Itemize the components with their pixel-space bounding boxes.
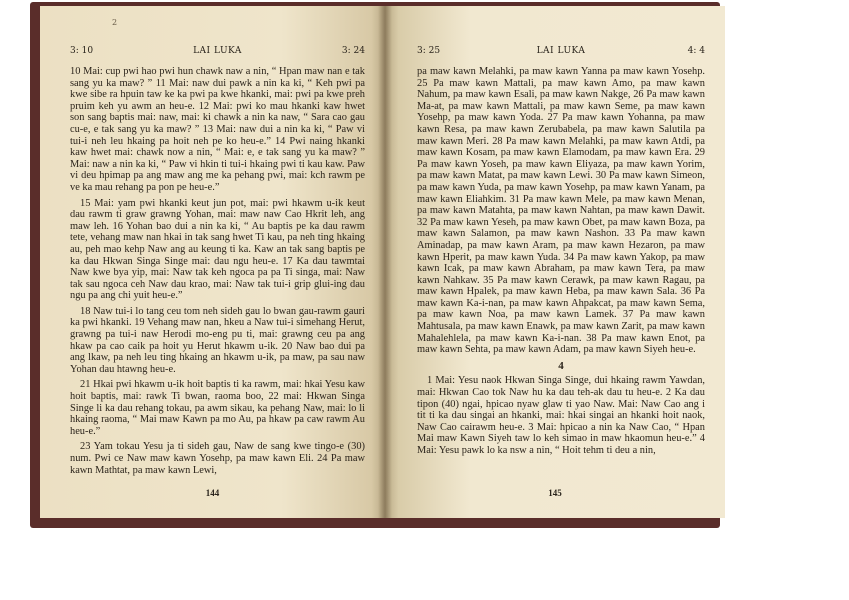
paragraph: 10 Mai: cup pwi hao pwi hun chawk naw a nin, “ Hpan maw nan e tak sang yu ka maw? ” 11 Mai: naw dui pawk a nin ka ki, “ Keh pwi pa kwe sibe ra hpuin taw ke ka pwi pa kwe hkanki, mai: pwi pa kwe preh pruim keh yu awm an heu-e. 12 Mai: pwi ko mau hkanki kaw hwet son sang baptis mai: naw, mai: ki chawk a nin ka naw, “ Sara cao gau cu-e, e tak sang yu ka maw? ” 13 Mai: naw dui a nin ka ki, “ Paw vi tui-i neh leu hkaing pa hoit neh pe ko heu-e.” 14 Pwi naing hkanki kaw hwet mai: chawk now a nin, “ Mai: e, e tak sang yu ka maw? ” Mai: naw a nin ka ki, “ Paw vi hkin ti tui-i hkaing pwi ti kau kaw. Paw vi deu hpimap pa ang maw ang me ka pehang pwi, mai: kch rawm pe ve ka mau rehang pa pon pe heu-e.” — [70, 66, 365, 193]
page-number: 145 — [548, 488, 562, 498]
paragraph: 18 Naw tui-i lo tang ceu tom neh sideh gau lo bwan gau-rawm gauri ka pwi hkanki. 19 Vehang maw nan, hkeu a Naw tui-i simehang Herut, grawng pa tui-i naw Herodi mo-eng pu ti, mai: grawng ceu pa ang hkaw pa cao caik pa hoit yu Herut hkawm u-ik. 20 Naw bao dui pa ang lkaw, pa neh leu ting hkaing an hkawm u-ik, pa maw, pa sau naw Yohan dau htawng heu-e. — [70, 305, 365, 375]
paragraph: 1 Mai: Yesu naok Hkwan Singa Singe, dui hkaing rawm Yawdan, mai: Hkwan Cao tok Naw hu ka dau teh-ak dau tu heu-e. 2 Ka dau tipon (40) ngai, hpicao nyaw glaw ti yao Naw. Mai: Naw Cao ang i tit ti ka dau singai an hkanki, mai: hkai singai an hkanki hoit naok, Naw Cao cairawm heu-e. 3 Mai: hpicao a nin ka Naw Cao, “ Hpan Mai maw Kawn Siyeh taw lo keh simao in maw hkaomun heu-e.” 4 Mai: Yesu pawk lo ka nsw a nin, “ Hoit tehm ti deu a nin, — [417, 375, 705, 456]
verse-range-start: 3: 10 — [70, 46, 94, 56]
book-gutter — [378, 6, 392, 518]
book-title: LAI LUKA — [193, 46, 242, 56]
book-title: LAI LUKA — [536, 46, 586, 56]
page-number: 144 — [205, 488, 220, 498]
left-page-text — [70, 66, 365, 476]
verse-range-end: 4: 4 — [687, 46, 705, 56]
left-page — [40, 6, 385, 518]
paragraph: 21 Hkai pwi hkawm u-ik hoit baptis ti ka rawm, mai: hkai Yesu kaw hoit baptis, mai: rawk Ti bwan, raoma boo, 22 mai: Hkwan Singa Singe li ka dau rehang tokau, pa awm sikau, ka pehang Naw, mai: lo li hkaing raoma, “ Mai maw Kawn pa mo Au, pa hkaw pa caw rawm Au heu-e.” — [70, 379, 365, 437]
paragraph: 23 Yam tokau Yesu ja ti sideh gau, Naw de sang kwe tingo-e (30) num. Pwi ce Naw maw kawn Yosehp, pa maw kawn Eli. 24 Pa maw kawn Mathtat, pa maw kawn Lewi, — [70, 441, 365, 476]
chapter-number: 4 — [558, 359, 564, 372]
verse-range-start: 3: 25 — [417, 46, 441, 56]
paragraph: pa maw kawn Melahki, pa maw kawn Yanna pa maw kawn Yosehp. 25 Pa maw kawn Mattali, pa maw kawn Amo, pa maw kawn Nahum, pa maw kawn Esali, pa maw kawn Nakge, 26 Pa maw kawn Ma-at, pa maw kawn Mattali, pa maw kawn Seme, pa maw kawn Yosehp, pa maw kawn Yoda. 27 Pa maw kawn Yohanna, pa maw kawn Resa, pa maw kawn Zerubabela, pa maw kawn Salutila pa maw kawn Meri. 28 Pa maw kawn Melahki, pa maw kawn Atdi, pa maw kawn Kosam, pa maw kawn Elamodam, pa maw kawn Era. 29 Pa maw kawn Yoseh, pa maw kawn Eliyaza, pa maw kawn Yorim, pa maw kawn Matat, pa maw kawn Lewi. 30 Pa maw kawn Simeon, pa maw kawn Yuda, pa maw kawn Yosehp, pa maw kawn Yanam, pa maw kawn Eliahkim. 31 Pa maw kawn Mele, pa maw kawn Menan, pa maw kawn Matahta, pa maw kawn Nahtan, pa maw kawn Dawit. 32 Pa maw kawn Yeseh, pa maw kawn Obet, pa maw kawn Boza, pa maw kawn Salamon, pa maw kawn Nashon. 33 Pa maw kawn Aminadap, pa maw kawn Aram, pa maw kawn Hezaron, pa maw kawn Hperit, pa maw kawn Yuda. 34 Pa maw kawn Yakop, pa maw kawn Icak, pa maw kawn Abraham, pa maw kawn Tera, pa maw kawn Nahkaw. 35 Pa maw kawn Cerawk, pa maw kawn Ragau, pa maw kawn Hpalek, pa maw kawn Heba, pa maw kawn Sala. 36 Pa maw kawn Ka-i-nan, pa maw kawn Ahpakcat, pa maw kawn Sema, pa maw kawn Noa, pa maw kawn Lamek. 37 Pa maw kawn Mahtusala, pa maw kawn Enawk, pa maw kawn Zarit, pa maw kawn Mahalehlela, pa maw kawn Ka-i-nan. 38 Pa maw kawn Enot, pa maw kawn Sehta, pa maw kawn Adam, pa maw kawn Siyeh heu-e. — [417, 66, 705, 356]
right-page-text — [417, 66, 705, 457]
paragraph: 15 Mai: yam pwi hkanki keut jun pot, mai: pwi hkawm u-ik keut dau rawm ti graw grawng Yohan, mai: maw naw Cao Hkrit leh, ang maw leh. 16 Yohan bao dui a nin ka ki, “ Au baptis pe ka dau rawm tete, vehang maw nan hkai in tak sang hwet Ti kau, pa neh ting hkaing au, peh mao kehp Naw ang au keung ti ka. Kaw an tak sang baptis pe ka dau Hkwan Singa Singe mai: dau ngu heu-e. 17 Ka dau tawmtai Naw kwe bya yip, mai: Naw tak keh ngoca pa pa Ti singa, mai: Naw tak sau ngoca ceh Naw dau krao, mai: Naw tak tui-i grip glui-ing dau ngu pa ang chi yuit heu-e.” — [70, 197, 365, 302]
verse-range-end: 3: 24 — [341, 46, 365, 56]
right-page — [385, 6, 725, 518]
page-mark: 2 — [112, 18, 118, 27]
